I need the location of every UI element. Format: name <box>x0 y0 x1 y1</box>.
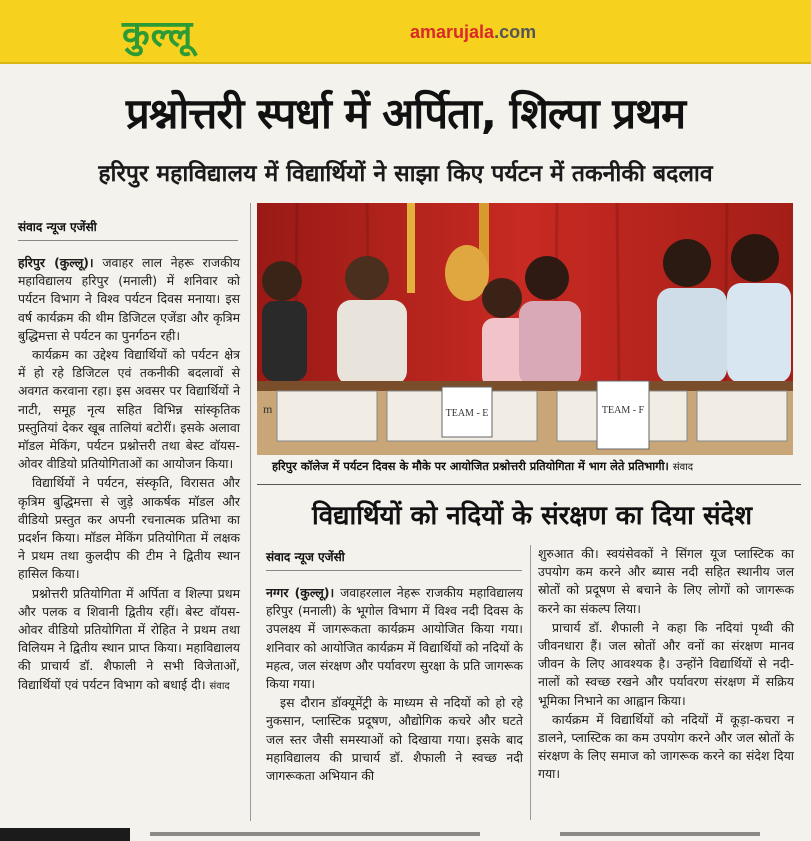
story1-dateline: हरिपुर (कुल्लू)। <box>18 255 94 270</box>
story2-headline: विद्यार्थियों को नदियों के संरक्षण का दिया संदेश <box>311 501 753 531</box>
column-divider <box>530 545 531 820</box>
hanging-garland <box>407 203 415 293</box>
cropped-text-line <box>560 832 760 836</box>
left-column-divider <box>250 203 251 821</box>
story2-byline: संवाद न्यूज एजेंसी <box>266 550 345 564</box>
story2-paragraph: शुरुआत की। स्वयंसेवकों ने सिंगल यूज प्लास्टिक का उपयोग कम करने और ब्यास नदी सहित स्थानीय जल स्रोतों को प्रदूषण से बचाने के लिए लोगों को जागरूक करने का संकल्प लिया। <box>538 546 794 616</box>
cropped-next-strip <box>0 824 811 841</box>
story1-body <box>18 254 240 697</box>
brand-main: amarujala <box>410 22 495 42</box>
story2-paragraph <box>266 584 523 693</box>
story1-paragraph <box>18 585 240 696</box>
story2-paragraph: प्राचार्य डॉ. शैफाली ने कहा कि नदियां पृथ्वी की जीवनधारा हैं। जल स्रोतों और वनों का संरक्षण मानव जीवन के लिए आवश्यक है। उन्होंने विद्यार्थियों से नदी-नालों को स्वच्छ रखने और पर्यावरण संरक्षण में सक्रिय भूमिका निभाने का आह्वान किया। <box>538 619 794 708</box>
edge-letter: m <box>263 402 273 416</box>
story1-paragraph: विद्यार्थियों ने पर्यटन, संस्कृति, विरासत और कृत्रिम बुद्धिमत्ता से जुड़े आकर्षक मॉडल और वीडियो प्रस्तुत कर अपनी रचनात्मक प्रतिभा का प्रदर्शन किया। मॉडल मेकिंग प्रतियोगिता में लक्षक ने प्रथम तथा कुलदीप की टीम ने द्वितीय स्थान हासिल किया। <box>18 475 240 582</box>
city-name: कुल्लू <box>122 14 194 55</box>
sub-headline: हरिपुर महाविद्यालय में विद्यार्थियों ने साझा किए पर्यटन में तकनीकी बदलाव <box>98 161 713 187</box>
story1-paragraph <box>18 254 240 345</box>
story2-col1 <box>266 584 523 786</box>
story1-paragraph-text: प्रश्नोत्तरी प्रतियोगिता में अर्पिता व शिल्पा प्रथम और पलक व शिवानी द्वितीय रहीं। बेस्ट वॉयस-ओवर वीडियो प्रतियोगिता में रोहित ने प्रथम तथा विलियम ने द्वितीय स्थान प्राप्त किया। महाविद्यालय की प्राचार्य डॉ. शैफाली ने सभी विजेताओं, विद्यार्थियों एवं पर्यटन विभाग को बधाई दी। <box>18 585 240 692</box>
idol-figure <box>445 245 489 301</box>
story1-agency: संवाद <box>209 680 230 692</box>
story2-paragraph-text: जवाहरलाल नेहरू राजकीय महाविद्यालय हरिपुर (मनाली) के भूगोल विभाग में विश्व नदी दिवस के उपलक्ष्य में जागरूकता कार्यक्रम आयोजित किया गया। शनिवार को आयोजित कार्यक्रम में विद्यार्थियों को नदियों के महत्व, जल संरक्षण और पर्यावरण सुरक्षा के प्रति जागरूक किया गया। <box>266 585 523 692</box>
table-top <box>257 381 793 391</box>
caption-text: हरिपुर कॉलेज में पर्यटन दिवस के मौके पर आयोजित प्रश्नोत्तरी प्रतियोगिता में भाग लेते प्रतिभागी। <box>272 459 669 473</box>
caption-agency: संवाद <box>672 462 694 473</box>
brand-suffix: .com <box>494 22 537 42</box>
story1-byline: संवाद न्यूज एजेंसी <box>18 220 97 234</box>
byline-rule <box>18 240 238 241</box>
main-headline: प्रश्नोत्तरी स्पर्धा में अर्पिता, शिल्पा प्रथम <box>125 89 686 138</box>
dark-block <box>0 828 130 841</box>
photo-caption <box>272 459 797 474</box>
story-divider <box>257 484 801 485</box>
masthead-band <box>0 0 811 64</box>
news-photo <box>257 203 793 455</box>
story2-paragraph: कार्यक्रम में विद्यार्थियों को नदियों में कूड़ा-कचरा न डालने, प्लास्टिक का कम उपयोग करने और जल स्रोतों के संरक्षण के लिए समाज को जागरूक करने का संदेश दिया गया। <box>538 711 794 782</box>
team-f-label: TEAM - F <box>601 405 645 416</box>
photo-illustration <box>257 203 793 455</box>
story2-col2 <box>538 545 794 785</box>
story2-paragraph: इस दौरान डॉक्यूमेंट्री के माध्यम से नदियों को हो रहे नुकसान, प्लास्टिक प्रदूषण, औद्योगिक कचरे और घटते जल स्तर जैसी समस्याओं को दिखाया गया। इसके बाद महाविद्यालय की प्राचार्य डॉ. शैफाली ने स्वच्छ नदी जागरूकता अभियान की <box>266 695 523 784</box>
story1-paragraph-text: जवाहर लाल नेहरू राजकीय महाविद्यालय हरिपुर (मनाली) में शनिवार को पर्यटन विभाग ने विश्व पर्यटन दिवस मनाया। इस वर्ष कार्यक्रम की थीम डिजिटल एजेंडा और कृत्रिम बुद्धिमत्ता से पर्यटन का पुनर्गठन रही। <box>18 255 240 343</box>
brand-logo <box>410 22 536 43</box>
cropped-text-line <box>150 832 480 836</box>
story2-byline-rule <box>266 570 522 571</box>
story2-dateline: नग्गर (कुल्लू)। <box>266 585 335 600</box>
story1-paragraph: कार्यक्रम का उद्देश्य विद्यार्थियों को पर्यटन क्षेत्र में हो रहे डिजिटल एवं तकनीकी बदलावों से अवगत करवाना रहा। इस अवसर पर विद्यार्थियों ने नाटी, समूह नृत्य सहित विभिन्न सांस्कृतिक प्रस्तुतियां देकर खूब तालियां बटोरीं। इसके अलावा मॉडल मेकिंग, पर्यटन प्रश्नोत्तरी तथा बेस्ट वॉयस-ओवर वीडियो प्रतियोगिताओं का आयोजन किया। <box>18 347 240 472</box>
team-e-label: TEAM - E <box>445 408 489 419</box>
